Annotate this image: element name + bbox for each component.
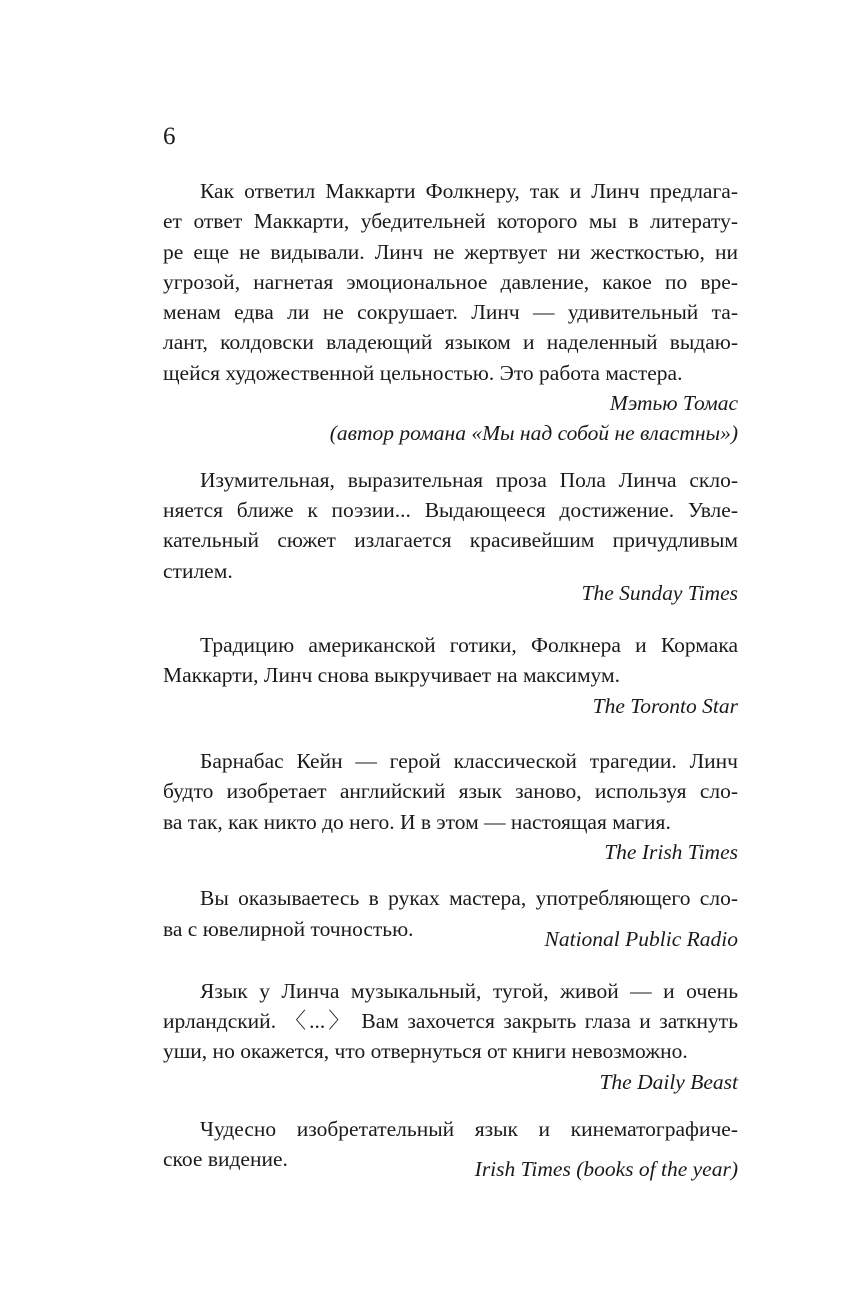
- quote-line: будто изобретает английский язык заново, используя сло-: [163, 779, 738, 804]
- review-6-source: The Daily Beast: [599, 1069, 738, 1094]
- quote-line: кательный сюжет излагается красивейшим причудливым: [163, 528, 738, 553]
- review-3: [163, 630, 738, 721]
- quote-line: ре еще не видывали. Линч не жертвует ни жесткостью, ни: [163, 239, 738, 264]
- quote-line: Язык у Линча музыкальный, тугой, живой — и очень: [200, 978, 738, 1003]
- quote-line: Барнабас Кейн — герой классической трагедии. Линч: [200, 749, 738, 774]
- review-2: [163, 465, 738, 608]
- review-7-quote: [163, 1114, 738, 1182]
- quote-line: уши, но окажется, что отвернуться от книги невозможно.: [163, 1039, 688, 1064]
- quote-line: щейся художественной цельностью. Это работа мастера.: [163, 360, 683, 385]
- quote-line: лант, колдовски владеющий языком и наделенный выдаю-: [163, 330, 738, 355]
- review-6-quote: [163, 976, 738, 1067]
- review-7-last-line-row: [163, 1144, 738, 1182]
- quote-line: ирландский. 〈...〉 Вам захочется закрыть глаза и заткнуть: [163, 1009, 738, 1034]
- quote-line: Изумительная, выразительная проза Пола Линча скло-: [200, 467, 738, 492]
- review-5-quote: [163, 883, 738, 951]
- quote-line: стилем.: [163, 558, 233, 583]
- quote-line: Традицию американской готики, Фолкнера и Кормака: [200, 633, 738, 658]
- quote-line: Вы оказываетесь в руках мастера, употребляющего сло-: [200, 886, 738, 911]
- quote-line: менам едва ли не сокрушает. Линч — удивительный та-: [163, 300, 738, 325]
- review-3-source: The Toronto Star: [592, 693, 738, 718]
- page-number: 6: [163, 123, 176, 150]
- review-7-source: Irish Times (books of the year): [474, 1157, 738, 1182]
- quote-line: ва так, как никто до него. И в этом — настоящая магия.: [163, 809, 671, 834]
- review-1: [163, 176, 738, 449]
- review-6: [163, 976, 738, 1097]
- quote-line: ское видение.: [163, 1147, 288, 1172]
- review-7: [163, 1114, 738, 1182]
- quote-line: ет ответ Маккарти, убедительней которого мы в литерату-: [163, 209, 738, 234]
- quote-line: Как ответил Маккарти Фолкнеру, так и Линч предлага-: [200, 179, 738, 203]
- review-5-last-line-row: [163, 914, 738, 951]
- review-5-source: National Public Radio: [544, 926, 738, 951]
- review-2-source: The Sunday Times: [581, 580, 738, 605]
- review-4: [163, 746, 738, 867]
- quote-line: Маккарти, Линч снова выкручивает на максимум.: [163, 663, 620, 688]
- reviews-list: [163, 176, 738, 1191]
- review-2-quote: [163, 465, 738, 586]
- review-1-source-note: (автор романа «Мы над собой не властны»): [329, 421, 738, 446]
- quote-line: Чудесно изобретательный язык и кинематографиче-: [200, 1117, 738, 1142]
- review-5: [163, 883, 738, 951]
- quote-line: ва с ювелирной точностью.: [163, 916, 414, 941]
- review-3-quote: [163, 630, 738, 691]
- review-4-quote: [163, 746, 738, 837]
- review-1-quote: [163, 176, 738, 388]
- quote-line: угрозой, нагнетая эмоциональное давление, какое по вре-: [163, 269, 738, 294]
- review-1-source: Мэтью Томас: [609, 391, 738, 416]
- quote-line: няется ближе к поэзии... Выдающееся достижение. Увле-: [163, 497, 738, 522]
- review-4-source: The Irish Times: [604, 839, 738, 864]
